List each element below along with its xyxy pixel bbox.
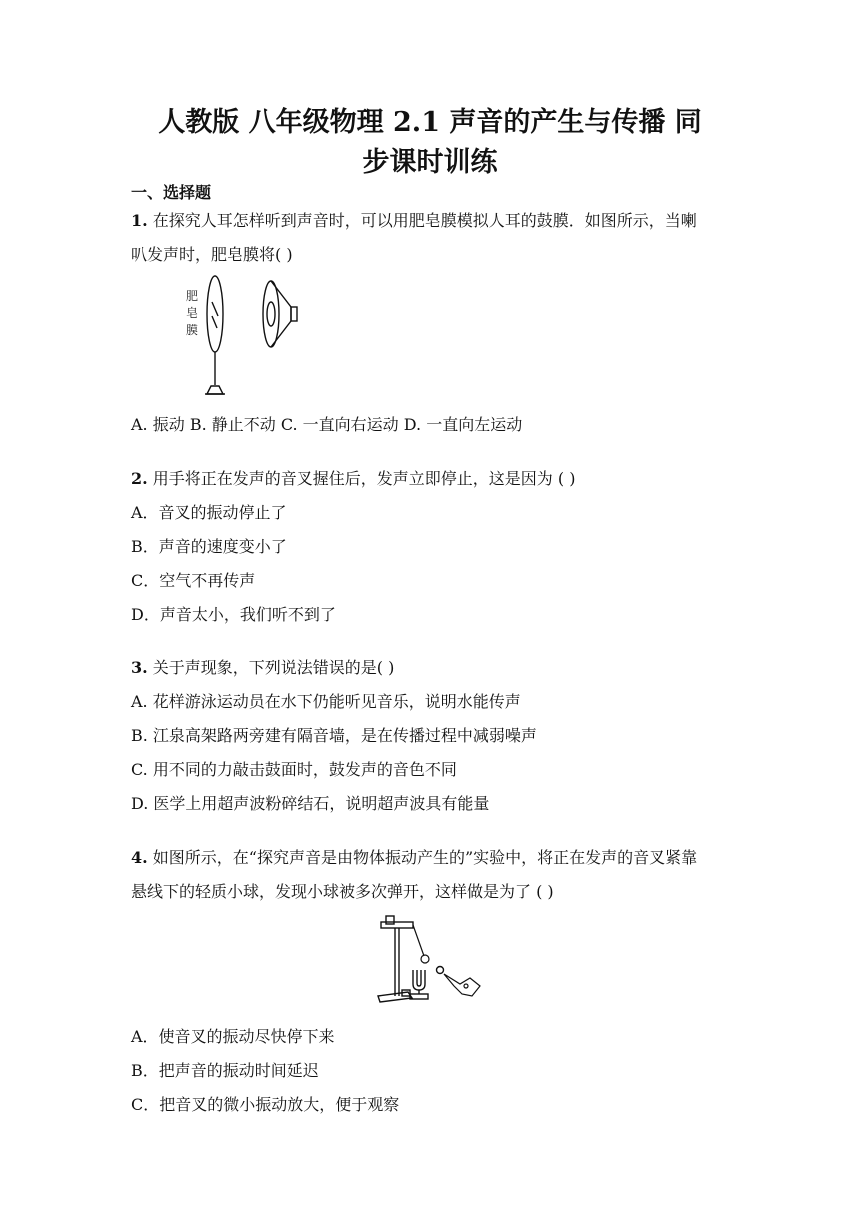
q2-stem [131, 466, 575, 489]
tuning-fork-pendulum-figure [372, 910, 490, 1008]
q3-option-b: B. 江泉高架路两旁建有隔音墙，是在传播过程中减弱噪声 [131, 726, 537, 745]
q4-text-2: 悬线下的轻质小球，发现小球被多次弹开，这样做是为了 ( ) [131, 882, 554, 901]
stand-icon [378, 916, 413, 1002]
q4-text-1: 如图所示，在“探究声音是由物体振动产生的”实验中，将正在发声的音叉紧靠 [152, 848, 698, 867]
title-line-1: 人教版 八年级物理 2.1 声音的产生与传播 同 [158, 107, 702, 138]
q1-text-1: 在探究人耳怎样听到声音时，可以用肥皂膜模拟人耳的鼓膜．如图所示，当喇 [152, 211, 697, 230]
q3-number: 3. [131, 658, 148, 677]
soap-film-frame [205, 276, 225, 394]
q2-number: 2. [131, 469, 148, 488]
q3-option-c: C. 用不同的力敲击鼓面时，鼓发声的音色不同 [131, 760, 457, 779]
label-char-3: 膜 [186, 323, 199, 337]
label-char-2: 皂 [186, 306, 199, 320]
q3-option-a: A. 花样游泳运动员在水下仍能听见音乐，说明水能传声 [131, 692, 521, 711]
q4-option-c: C．把音叉的微小振动放大，便于观察 [131, 1095, 400, 1114]
q2-option-b: B．声音的速度变小了 [131, 537, 287, 556]
section-heading: 一、选择题 [131, 183, 212, 202]
hand-icon [444, 974, 480, 996]
q3-stem [131, 655, 394, 678]
q2-option-a: A．音叉的振动停止了 [131, 503, 287, 522]
q4-line-1 [131, 845, 697, 868]
document-title [100, 103, 760, 183]
tuning-fork-icon [410, 967, 444, 1000]
q2-text: 用手将正在发声的音叉握住后，发声立即停止，这是因为 ( ) [152, 469, 576, 488]
q1-line-1 [131, 208, 697, 231]
soap-film-speaker-figure [180, 272, 310, 400]
q4-number: 4. [131, 848, 148, 867]
speaker-icon [263, 281, 297, 347]
q1-text-2: 叭发声时，肥皂膜将( ) [131, 245, 293, 264]
q4-option-a: A．使音叉的振动尽快停下来 [131, 1027, 335, 1046]
q2-option-c: C．空气不再传声 [131, 571, 256, 590]
q2-option-d: D．声音太小，我们听不到了 [131, 605, 336, 624]
label-char-1: 肥 [186, 289, 199, 303]
q3-option-d: D. 医学上用超声波粉碎结石，说明超声波具有能量 [131, 794, 490, 813]
q3-text: 关于声现象，下列说法错误的是( ) [152, 658, 395, 677]
soap-film-label [186, 289, 198, 337]
pendulum-ball-icon [413, 925, 429, 963]
title-line-2: 步课时训练 [362, 147, 498, 178]
q1-options: A. 振动 B. 静止不动 C. 一直向右运动 D. 一直向左运动 [131, 415, 523, 434]
q4-option-b: B．把声音的振动时间延迟 [131, 1061, 319, 1080]
q1-number: 1. [131, 211, 148, 230]
